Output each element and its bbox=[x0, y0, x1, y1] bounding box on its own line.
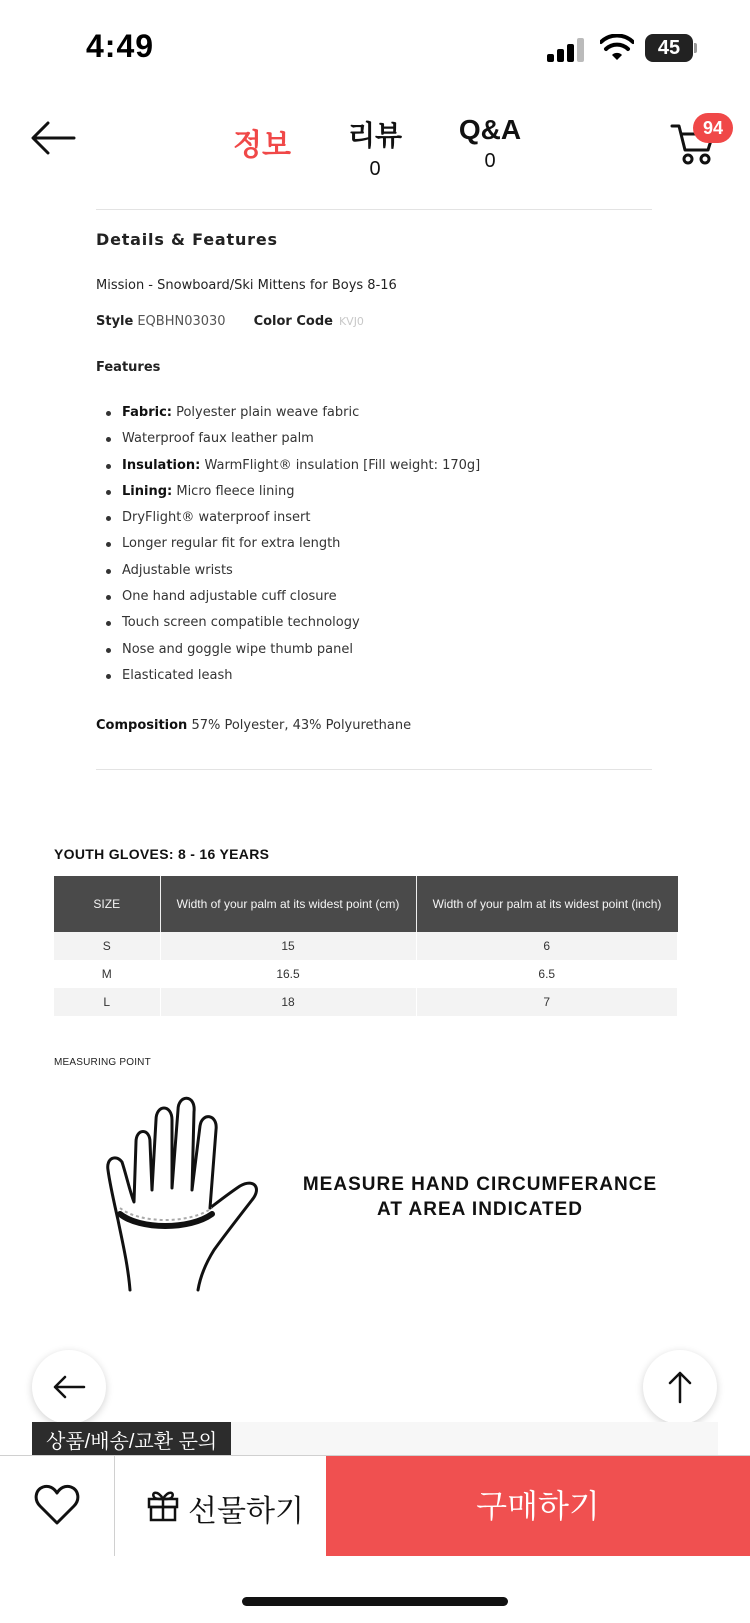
color-code-label: Color Code bbox=[253, 314, 333, 329]
product-name: Mission - Snowboard/Ski Mittens for Boys 8-16 bbox=[96, 278, 397, 293]
style-value: EQBHN03030 bbox=[137, 314, 226, 329]
list-item: Lining: Micro fleece lining bbox=[96, 479, 656, 505]
tab-qa-label: Q&A bbox=[458, 114, 522, 145]
table-row bbox=[54, 932, 678, 960]
nav-header bbox=[0, 100, 750, 200]
column-header: Width of your palm at its widest point (cm) bbox=[160, 876, 416, 932]
color-code-value: KVJ0 bbox=[338, 315, 364, 328]
inquiry-tab[interactable]: 상품/배송/교환 문의 bbox=[32, 1422, 231, 1458]
composition bbox=[96, 718, 411, 733]
gift-icon bbox=[146, 1488, 180, 1522]
list-item: Elasticated leash bbox=[96, 663, 656, 689]
heart-icon bbox=[34, 1484, 80, 1526]
table-cell: M bbox=[54, 960, 160, 988]
list-item: Longer regular fit for extra length bbox=[96, 531, 656, 557]
battery-nub bbox=[694, 43, 697, 53]
table-row bbox=[54, 960, 678, 988]
table-cell: 16.5 bbox=[160, 960, 416, 988]
cellular-signal-icon bbox=[547, 38, 585, 62]
composition-value: 57% Polyester, 43% Polyurethane bbox=[191, 718, 412, 733]
tab-info[interactable]: 정보 bbox=[233, 129, 291, 162]
tab-qa[interactable] bbox=[440, 114, 540, 173]
status-bar bbox=[0, 0, 750, 100]
wifi-icon bbox=[600, 34, 634, 62]
style-row bbox=[96, 314, 364, 329]
list-item: Adjustable wrists bbox=[96, 558, 656, 584]
wishlist-button[interactable] bbox=[0, 1456, 115, 1556]
home-indicator bbox=[242, 1597, 508, 1606]
arrow-up-icon bbox=[662, 1369, 698, 1405]
table-row bbox=[54, 988, 678, 1016]
table-cell: S bbox=[54, 932, 160, 960]
cart-count-badge: 94 bbox=[693, 113, 733, 143]
gift-button[interactable] bbox=[116, 1456, 326, 1556]
list-item: Fabric: Polyester plain weave fabric bbox=[96, 400, 656, 426]
status-time: 4:49 bbox=[86, 28, 155, 64]
gift-button-label: 선물하기 bbox=[188, 1495, 304, 1528]
divider bbox=[96, 769, 652, 770]
features-heading: Features bbox=[96, 360, 161, 375]
buy-button[interactable]: 구매하기 bbox=[326, 1456, 750, 1556]
table-cell: 18 bbox=[160, 988, 416, 1016]
list-item: Nose and goggle wipe thumb panel bbox=[96, 637, 656, 663]
table-cell: 15 bbox=[160, 932, 416, 960]
table-header-row bbox=[54, 876, 678, 932]
measuring-point-label: MEASURING POINT bbox=[54, 1057, 151, 1068]
measure-instruction-line2: AT AREA INDICATED bbox=[377, 1199, 583, 1220]
back-arrow-icon bbox=[51, 1369, 87, 1405]
list-item: Insulation: WarmFlight® insulation [Fill weight: 170g] bbox=[96, 453, 656, 479]
table-cell: 6.5 bbox=[416, 960, 678, 988]
style-label: Style bbox=[96, 314, 134, 329]
features-list bbox=[96, 400, 656, 689]
size-table bbox=[54, 876, 678, 1016]
list-item: Touch screen compatible technology bbox=[96, 610, 656, 636]
column-header: Width of your palm at its widest point (inch) bbox=[416, 876, 678, 932]
measure-instruction-line1: MEASURE HAND CIRCUMFERANCE bbox=[302, 1174, 658, 1195]
hand-measure-illustration bbox=[100, 1090, 270, 1300]
list-item: Waterproof faux leather palm bbox=[96, 426, 656, 452]
table-cell: L bbox=[54, 988, 160, 1016]
battery-level: 45 bbox=[657, 37, 681, 59]
list-item: DryFlight® waterproof insert bbox=[96, 505, 656, 531]
tab-review-count: 0 bbox=[369, 158, 381, 180]
table-cell: 7 bbox=[416, 988, 678, 1016]
column-header: SIZE bbox=[54, 876, 160, 932]
details-title: Details & Features bbox=[96, 230, 278, 249]
table-cell: 6 bbox=[416, 932, 678, 960]
bottom-action-bar bbox=[0, 1455, 750, 1555]
divider bbox=[96, 209, 652, 210]
back-arrow-icon[interactable] bbox=[28, 118, 78, 158]
scroll-to-top-button[interactable] bbox=[643, 1350, 717, 1424]
tab-review[interactable] bbox=[330, 114, 420, 181]
floating-back-button[interactable] bbox=[32, 1350, 106, 1424]
list-item: One hand adjustable cuff closure bbox=[96, 584, 656, 610]
tab-qa-count: 0 bbox=[484, 150, 496, 172]
tab-review-label: 리뷰 bbox=[347, 120, 403, 151]
measure-instruction bbox=[300, 1172, 660, 1222]
size-chart-title: YOUTH GLOVES: 8 - 16 YEARS bbox=[54, 846, 270, 862]
composition-label: Composition bbox=[96, 718, 188, 733]
battery-indicator bbox=[645, 34, 697, 62]
